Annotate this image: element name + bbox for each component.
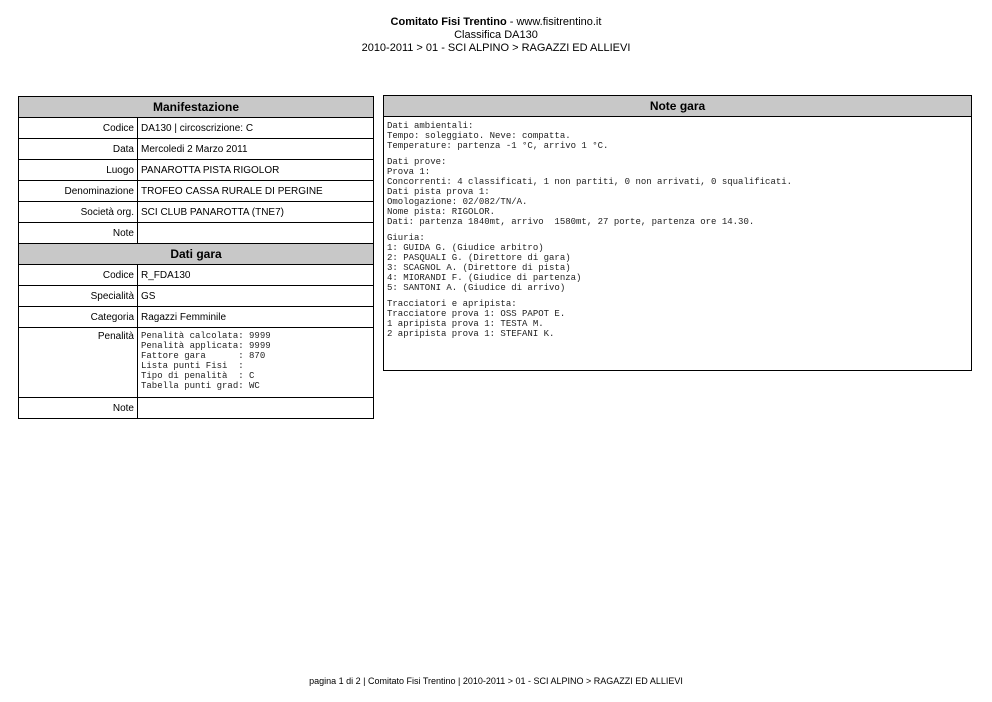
row-value: SCI CLUB PANAROTTA (TNE7)	[138, 202, 374, 223]
row-label: Note	[19, 223, 138, 244]
row-value: GS	[138, 286, 374, 307]
row-label: Categoria	[19, 307, 138, 328]
row-label: Denominazione	[19, 181, 138, 202]
dati-gara-header-row	[19, 244, 374, 265]
notes-line: Omologazione: 02/082/TN/A.	[387, 197, 528, 207]
header-sep: -	[506, 16, 517, 28]
penalita-row	[19, 328, 374, 398]
penalita-values	[138, 328, 374, 398]
notes-line: 3: SCAGNOL A. (Direttore di pista)	[387, 263, 571, 273]
notes-line: 2 apripista prova 1: STEFANI K.	[387, 329, 555, 339]
header-path: 2010-2011 > 01 - SCI ALPINO > RAGAZZI ED ALLIEVI	[361, 42, 631, 54]
notes-line: 1: GUIDA G. (Giudice arbitro)	[387, 243, 544, 253]
table-row	[19, 118, 374, 139]
row-label: Codice	[19, 118, 138, 139]
event-info-table	[18, 96, 374, 419]
notes-line: Dati: partenza 1840mt, arrivo 1580mt, 27 porte, partenza ore 14.30.	[387, 217, 755, 227]
row-value: Ragazzi Femminile	[138, 307, 374, 328]
table-row	[19, 139, 374, 160]
table-row	[19, 181, 374, 202]
notes-line: 2: PASQUALI G. (Direttore di gara)	[387, 253, 571, 263]
notes-line: Tracciatori e apripista:	[387, 299, 517, 309]
manifestazione-title: Manifestazione	[19, 97, 374, 118]
row-value: DA130 | circoscrizione: C	[138, 118, 374, 139]
penalita-line: Penalità calcolata: 9999	[141, 331, 271, 341]
row-label: Società org.	[19, 202, 138, 223]
notes-line: Prova 1:	[387, 167, 431, 177]
table-row	[19, 307, 374, 328]
notes-line: Concorrenti: 4 classificati, 1 non partiti, 0 non arrivati, 0 squalificati.	[387, 177, 793, 187]
manifestazione-header-row	[19, 97, 374, 118]
penalita-line: Fattore gara : 870	[141, 351, 266, 361]
notes-line: Temperature: partenza -1 °C, arrivo 1 °C.	[387, 141, 609, 151]
table-row	[19, 160, 374, 181]
table-row	[19, 223, 374, 244]
row-label: Specialità	[19, 286, 138, 307]
notes-line: Dati pista prova 1:	[387, 187, 490, 197]
penalita-line: Tipo di penalità : C	[141, 371, 255, 381]
table-row	[19, 202, 374, 223]
penalita-line: Penalità applicata: 9999	[141, 341, 271, 351]
row-label: Note	[19, 398, 138, 419]
row-value: Mercoledi 2 Marzo 2011	[138, 139, 374, 160]
row-label: Codice	[19, 265, 138, 286]
event-info-body	[19, 97, 374, 419]
notes-line: Dati prove:	[387, 157, 447, 167]
row-value: PANAROTTA PISTA RIGOLOR	[138, 160, 374, 181]
row-label: Luogo	[19, 160, 138, 181]
header-org: Comitato Fisi Trentino	[390, 16, 507, 28]
row-value: TROFEO CASSA RURALE DI PERGINE	[138, 181, 374, 202]
note-gara-title: Note gara	[384, 96, 971, 117]
header-site: www.fisitrentino.it	[516, 16, 602, 28]
table-row	[19, 286, 374, 307]
notes-line: Tempo: soleggiato. Neve: compatta.	[387, 131, 571, 141]
table-row	[19, 398, 374, 419]
penalita-line: Tabella punti grad: WC	[141, 381, 260, 391]
table-row	[19, 265, 374, 286]
dati-gara-title: Dati gara	[19, 244, 374, 265]
page-header	[0, 16, 992, 55]
note-gara-body	[384, 117, 971, 349]
header-org-line	[0, 16, 992, 29]
notes-section-giuria	[387, 233, 968, 293]
row-value	[138, 223, 374, 244]
penalita-line: Lista punti Fisi :	[141, 361, 244, 371]
notes-line: Dati ambientali:	[387, 121, 474, 131]
notes-line: Nome pista: RIGOLOR.	[387, 207, 496, 217]
row-label: Data	[19, 139, 138, 160]
header-classifica: Classifica DA130	[454, 29, 538, 41]
notes-line: 1 apripista prova 1: TESTA M.	[387, 319, 544, 329]
notes-line: 4: MIORANDI F. (Giudice di partenza)	[387, 273, 582, 283]
penalita-label: Penalità	[19, 328, 138, 398]
row-value	[138, 398, 374, 419]
notes-line: Tracciatore prova 1: OSS PAPOT E.	[387, 309, 566, 319]
note-gara-panel	[383, 95, 972, 371]
notes-section-tracciatori	[387, 299, 968, 339]
notes-line: Giuria:	[387, 233, 425, 243]
page-footer: pagina 1 di 2 | Comitato Fisi Trentino | 2010-2011 > 01 - SCI ALPINO > RAGAZZI ED ALLIEVI	[309, 676, 683, 686]
row-value: R_FDA130	[138, 265, 374, 286]
notes-section-prove	[387, 157, 968, 227]
notes-section-ambientali	[387, 121, 968, 151]
notes-line: 5: SANTONI A. (Giudice di arrivo)	[387, 283, 566, 293]
